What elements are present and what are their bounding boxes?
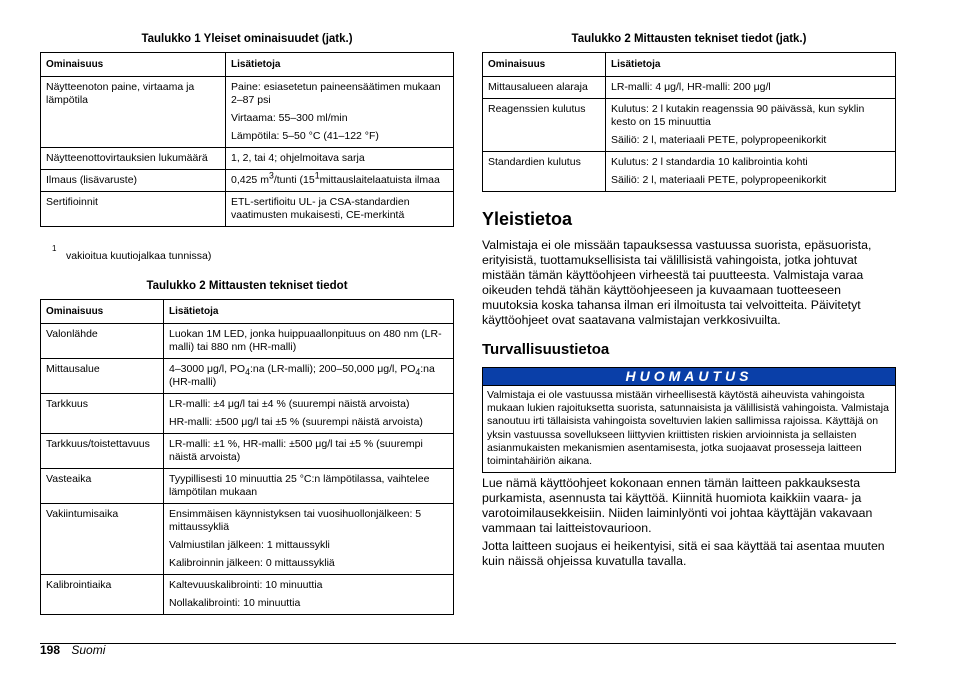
table-cell-info xyxy=(226,148,454,170)
safety-paragraph-1: Lue nämä käyttöohjeet kokonaan ennen tämän laitteen pakkauksesta purkamista, asennusta tai käyttöä. Kiinnitä huomiota kaikkiin vaara- ja varotoimilausekkeisiin. Niiden laiminlyönti voi johtaa käyttäjän vakavaan vammaan tai laitteistovaurioon. xyxy=(482,476,873,535)
info-line: Ensimmäisen käynnistyksen tai vuosihuollonjälkeen: 5 mittaussykliä xyxy=(169,508,422,533)
table2-header-row xyxy=(41,300,454,324)
table-cell-info xyxy=(164,434,454,469)
table-cell-property: Standardien kulutus xyxy=(483,152,606,192)
table-cell-property: Tarkkuus/toistettavuus xyxy=(41,434,164,469)
table-cell-info xyxy=(164,469,454,504)
table3 xyxy=(482,52,896,192)
table-cell-info xyxy=(226,192,454,227)
table-cell-info xyxy=(226,170,454,192)
table-row xyxy=(41,394,454,434)
table-cell-info xyxy=(164,324,454,359)
info-line: 1, 2, tai 4; ohjelmoitava sarja xyxy=(231,152,365,164)
notice-box xyxy=(482,367,896,473)
info-line: Nollakalibrointi: 10 minuuttia xyxy=(169,597,301,609)
table-row xyxy=(41,170,454,192)
info-subscript: 4 xyxy=(415,367,421,378)
info-text: :na (LR-malli); 200–50,000 μg/l, PO xyxy=(249,363,416,375)
info-subscript: 4 xyxy=(245,367,250,378)
table-row xyxy=(41,359,454,394)
info-text: :na (HR-malli) xyxy=(169,363,435,388)
info-line: Lämpötila: 5–50 °C (41–122 °F) xyxy=(231,130,379,142)
table-cell-property: Valonlähde xyxy=(41,324,164,359)
table-cell-property: Vasteaika xyxy=(41,469,164,504)
table-cell-info xyxy=(606,99,896,152)
table-row xyxy=(483,99,896,152)
table-cell-property: Tarkkuus xyxy=(41,394,164,434)
footer-language: Suomi xyxy=(71,643,106,657)
table-cell-info xyxy=(164,359,454,394)
info-line: LR-malli: 4 μg/l, HR-malli: 200 μg/l xyxy=(611,81,771,93)
table1-header-row xyxy=(41,53,454,77)
info-line: Kalibroinnin jälkeen: 0 mittaussykliä xyxy=(169,557,335,569)
table-cell-info xyxy=(164,394,454,434)
info-line: LR-malli: ±1 %, HR-malli: ±500 μg/l tai ±5 % (suurempi näistä arvoista) xyxy=(169,438,423,463)
table-cell-property: Reagenssien kulutus xyxy=(483,99,606,152)
table-row xyxy=(41,434,454,469)
info-line: Säiliö: 2 l, materiaali PETE, polypropeenikorkit xyxy=(611,174,827,186)
info-text: 0,425 m xyxy=(231,174,269,186)
table-row xyxy=(41,469,454,504)
notice-text: Valmistaja ei ole vastuussa mistään virheellisestä käytöstä aiheuvista vahingoista mukaan lukien rajoituksetta suorista, satunnaisista ja välillisistä vahingoista. Valmistaja sanoutuu irti tällaisista vahingoista soveltuvien lakien sallimissa rajoissa. Käyttäjä on yksin vastuussa sovellukseen liittyvien kriittisten riskien arvioinnista ja sellaisten asianmukaisten mekanismien asentamisesta, jotka suojaavat prosesseja laitteen toimintahäiriön aikana. xyxy=(483,385,895,472)
table-cell-property: Sertifioinnit xyxy=(41,192,226,227)
footnote-ref: 1 xyxy=(314,170,320,181)
safety-paragraph-2: Jotta laitteen suojaus ei heikentyisi, sitä ei saa käyttää tai asentaa muuten kuin näissä ohjeissa kuvatulla tavalla. xyxy=(482,539,885,568)
info-line: Valmiustilan jälkeen: 1 mittaussykli xyxy=(169,539,330,551)
info-line: ETL-sertifioitu UL- ja CSA-standardien vaatimusten mukaisesti, CE-merkintä xyxy=(231,196,410,221)
safety-heading: Turvallisuustietoa xyxy=(482,341,610,358)
table-row xyxy=(41,77,454,148)
info-text: 4–3000 μg/l, PO xyxy=(169,363,246,375)
info-line: Virtaama: 55–300 ml/min xyxy=(231,112,348,124)
table-cell-property: Ilmaus (lisävaruste) xyxy=(41,170,226,192)
table3-header-info: Lisätietoja xyxy=(606,53,896,77)
info-line: Kulutus: 2 l standardia 10 kalibrointia kohti xyxy=(611,156,808,168)
table2-header-property: Ominaisuus xyxy=(41,300,164,324)
table-row xyxy=(41,148,454,170)
general-paragraph: Valmistaja ei ole missään tapauksessa vastuussa suorista, epäsuorista, erityisistä, tuottamuksellisista tai välillisistä vahingoista, jotka johtuvat mistään tämän käyttöohjeen virheestä tai puutteesta. Valmistaja varaa oikeuden tehdä tähän käyttöohjeeseen ja kuvaamaan tuotteeseen muutoksia koska tahansa ilman eri ilmoitusta tai velvoitteita. Päivitetyt käyttöohjeet ovat saatavana valmistajan verkkosivuilta. xyxy=(482,238,872,327)
info-line: HR-malli: ±500 μg/l tai ±5 % (suurempi näistä arvoista) xyxy=(169,416,423,428)
info-text: mittauslaitelaatuista ilmaa xyxy=(319,174,440,186)
table2-header-info: Lisätietoja xyxy=(164,300,454,324)
table3-header-row xyxy=(483,53,896,77)
info-line: Kulutus: 2 l kutakin reagenssia 90 päivässä, kun syklin kesto on 15 minuuttia xyxy=(611,103,865,128)
info-line: Luokan 1M LED, jonka huippuaallonpituus on 480 nm (LR-malli) tai 880 nm (HR-malli) xyxy=(169,328,442,353)
table-cell-info xyxy=(606,152,896,192)
table-row xyxy=(41,192,454,227)
info-line: LR-malli: ±4 μg/l tai ±4 % (suurempi näistä arvoista) xyxy=(169,398,410,410)
footer-divider xyxy=(40,643,896,644)
table-cell-info xyxy=(164,504,454,575)
table-row xyxy=(483,77,896,99)
table-cell-info xyxy=(606,77,896,99)
table-cell-info xyxy=(226,77,454,148)
table-row xyxy=(41,324,454,359)
info-line: Tyypillisesti 10 minuuttia 25 °C:n lämpötilassa, vaihtelee lämpötilan mukaan xyxy=(169,473,430,498)
table3-header-property: Ominaisuus xyxy=(483,53,606,77)
footnote-text: vakioitua kuutiojalkaa tunnissa) xyxy=(66,250,212,262)
table-cell-property: Näytteenottovirtauksien lukumäärä xyxy=(41,148,226,170)
table-cell-property: Kalibrointiaika xyxy=(41,575,164,615)
table1 xyxy=(40,52,454,227)
table-row xyxy=(41,575,454,615)
table-cell-property: Vakiintumisaika xyxy=(41,504,164,575)
footnote xyxy=(52,243,212,262)
page-number: 198 xyxy=(40,643,61,657)
page-footer xyxy=(40,643,105,657)
info-superscript: 3 xyxy=(268,170,274,181)
table1-caption: Taulukko 1 Yleiset ominaisuudet (jatk.) xyxy=(141,33,353,45)
table-cell-info xyxy=(164,575,454,615)
info-line: Kaltevuuskalibrointi: 10 minuuttia xyxy=(169,579,323,591)
general-heading: Yleistietoa xyxy=(482,209,573,229)
notice-title: HUOMAUTUS xyxy=(483,368,895,385)
table-row xyxy=(41,504,454,575)
footnote-mark: 1 xyxy=(52,243,57,253)
table2 xyxy=(40,299,454,615)
table-row xyxy=(483,152,896,192)
table1-header-property: Ominaisuus xyxy=(41,53,226,77)
table-cell-property: Mittausalue xyxy=(41,359,164,394)
info-line: Säiliö: 2 l, materiaali PETE, polypropeenikorkit xyxy=(611,134,827,146)
table2-caption: Taulukko 2 Mittausten tekniset tiedot xyxy=(146,280,348,292)
info-text: /tunti (15 xyxy=(273,174,315,186)
info-line: Paine: esiasetetun paineensäätimen mukaan 2–87 psi xyxy=(231,81,441,106)
table-cell-property: Näytteenoton paine, virtaama ja lämpötila xyxy=(41,77,226,148)
table1-header-info: Lisätietoja xyxy=(226,53,454,77)
table3-caption: Taulukko 2 Mittausten tekniset tiedot (jatk.) xyxy=(571,33,807,45)
table-cell-property: Mittausalueen alaraja xyxy=(483,77,606,99)
